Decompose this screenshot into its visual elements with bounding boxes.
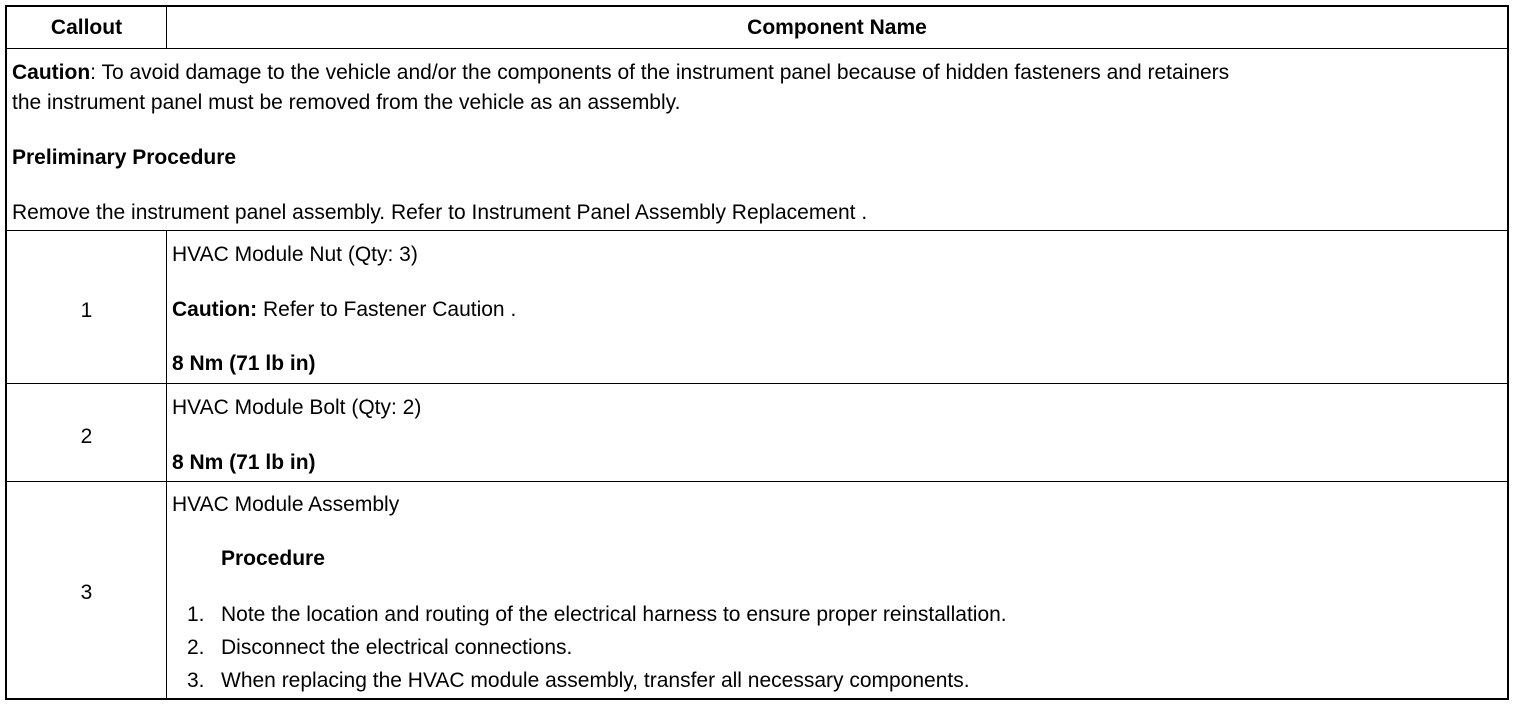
row-component-name: HVAC Module Bolt (Qty: 2)	[172, 396, 422, 419]
header-component-name: Component Name	[747, 16, 927, 39]
row-component-name: HVAC Module Nut (Qty: 3)	[172, 243, 418, 266]
row-divider	[7, 383, 1507, 384]
intro-caution-label: Caution	[12, 61, 91, 84]
row-callout: 3	[80, 581, 93, 604]
header-callout: Callout	[50, 16, 123, 39]
procedure-step-text: Disconnect the electrical connections.	[221, 636, 573, 659]
row-divider	[7, 481, 1507, 482]
intro-caution-text: : To avoid damage to the vehicle and/or the components of the instrument panel because of hidden fasteners and retainers	[90, 61, 1230, 84]
procedure-step-text: Note the location and routing of the electrical harness to ensure proper reinstallation.	[221, 603, 1007, 626]
preliminary-text: Remove the instrument panel assembly. Refer to Instrument Panel Assembly Replacement .	[12, 201, 868, 224]
preliminary-heading: Preliminary Procedure	[12, 146, 237, 169]
header-divider	[7, 48, 1507, 49]
intro-divider	[7, 230, 1507, 231]
procedure-step-text: When replacing the HVAC module assembly, transfer all necessary components.	[221, 669, 970, 692]
procedure-step-number: 2.	[187, 636, 205, 659]
column-divider	[166, 230, 167, 698]
procedure-step-number: 1.	[187, 603, 205, 626]
intro-caution-line2: the instrument panel must be removed from the vehicle as an assembly.	[12, 91, 681, 114]
row-callout: 1	[80, 299, 93, 322]
row-torque: 8 Nm (71 lb in)	[172, 451, 316, 474]
row-caution-label: Caution:	[172, 298, 258, 321]
row-caution-text: Refer to Fastener Caution .	[257, 298, 517, 321]
row-caution	[172, 298, 516, 322]
row-torque: 8 Nm (71 lb in)	[172, 352, 316, 375]
row-component-name: HVAC Module Assembly	[172, 493, 400, 516]
component-table	[5, 5, 1509, 700]
row-callout: 2	[80, 425, 93, 448]
intro-caution-line1	[12, 61, 1229, 85]
procedure-heading: Procedure	[221, 547, 325, 570]
procedure-step-number: 3.	[187, 669, 205, 692]
